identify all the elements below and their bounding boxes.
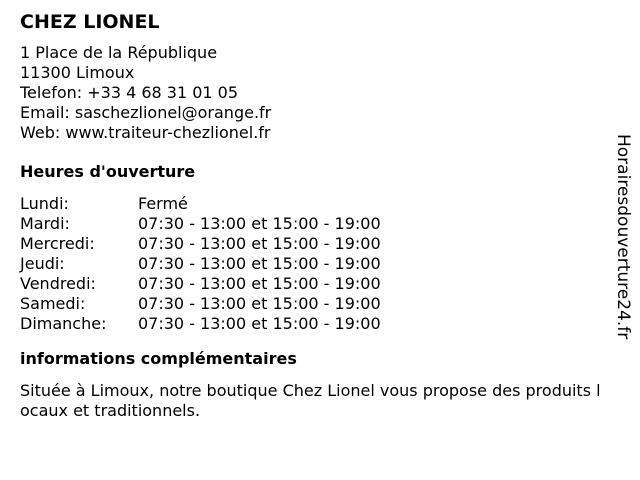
time-range: 07:30 - 13:00 et 15:00 - 19:00 bbox=[138, 274, 381, 293]
day-label: Mercredi: bbox=[20, 234, 95, 253]
day-label: Dimanche: bbox=[20, 314, 107, 333]
hours-row-jeudi bbox=[20, 254, 381, 274]
street-address: 1 Place de la République bbox=[20, 43, 218, 62]
hours-row-dimanche bbox=[20, 314, 381, 334]
hours-row-lundi bbox=[20, 194, 381, 214]
time-range: 07:30 - 13:00 et 15:00 - 19:00 bbox=[138, 214, 381, 233]
hours-row-mercredi bbox=[20, 234, 381, 254]
time-range: 07:30 - 13:00 et 15:00 - 19:00 bbox=[138, 314, 381, 333]
hours-row-mardi bbox=[20, 214, 381, 234]
address-block bbox=[20, 43, 610, 143]
day-label: Jeudi: bbox=[20, 254, 65, 273]
email-line: Email: saschezlionel@orange.fr bbox=[20, 103, 272, 122]
time-range: 07:30 - 13:00 et 15:00 - 19:00 bbox=[138, 294, 381, 313]
hours-row-vendredi bbox=[20, 274, 381, 294]
info-heading: informations complémentaires bbox=[20, 349, 297, 368]
day-label: Lundi: bbox=[20, 194, 69, 213]
time-range: Fermé bbox=[138, 194, 188, 213]
day-label: Vendredi: bbox=[20, 274, 96, 293]
phone-line: Telefon: +33 4 68 31 01 05 bbox=[20, 83, 239, 102]
day-label: Mardi: bbox=[20, 214, 70, 233]
time-range: 07:30 - 13:00 et 15:00 - 19:00 bbox=[138, 254, 381, 273]
site-watermark: Horairesdouverture24.fr bbox=[613, 134, 633, 340]
time-range: 07:30 - 13:00 et 15:00 - 19:00 bbox=[138, 234, 381, 253]
business-card bbox=[20, 10, 610, 421]
day-label: Samedi: bbox=[20, 294, 86, 313]
hours-row-samedi bbox=[20, 294, 381, 314]
info-description: Située à Limoux, notre boutique Chez Lionel vous propose des produits locaux et traditionnels. bbox=[20, 381, 601, 420]
business-name: CHEZ LIONEL bbox=[20, 11, 160, 33]
hours-heading: Heures d'ouverture bbox=[20, 162, 196, 181]
web-line: Web: www.traiteur-chezlionel.fr bbox=[20, 123, 271, 142]
postal-city: 11300 Limoux bbox=[20, 63, 135, 82]
hours-table bbox=[20, 194, 381, 334]
